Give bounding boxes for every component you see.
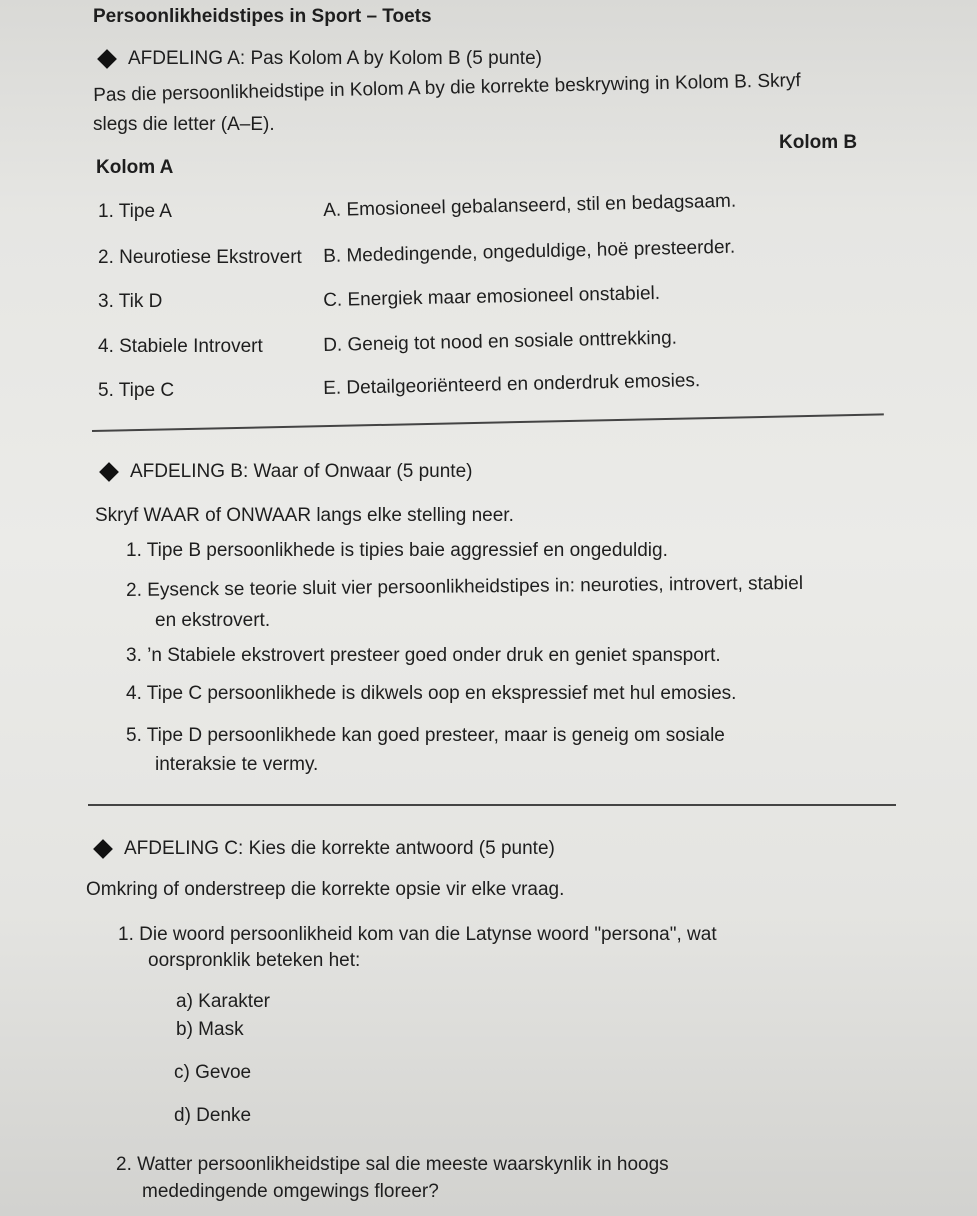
diamond-bullet-icon [97, 49, 117, 69]
column-a-item-2: 2. Neurotiese Ekstrovert [98, 247, 302, 268]
column-b-item-d: D. Geneig tot nood en sosiale onttrekking. [323, 327, 678, 356]
q1-option-c[interactable]: c) Gevoe [174, 1062, 252, 1083]
column-a-item-3: 3. Tik D [98, 291, 163, 312]
diamond-bullet-icon [99, 462, 119, 482]
statement-5-line-1: 5. Tipe D persoonlikhede kan goed presteer, maar is geneig om sosiale [126, 725, 725, 746]
column-a-item-5: 5. Tipe C [98, 380, 175, 401]
section-a-instruction-1: Pas die persoonlikheidstipe in Kolom A by die korrekte beskrywing in Kolom B. Skryf [93, 70, 801, 106]
statement-3: 3. ’n Stabiele ekstrovert presteer goed onder druk en geniet spansport. [126, 645, 721, 666]
section-c-instruction: Omkring of onderstreep die korrekte opsie vir elke vraag. [86, 879, 565, 900]
q1-option-d[interactable]: d) Denke [174, 1105, 252, 1126]
column-b-item-e: E. Detailgeoriënteerd en onderdruk emosies. [323, 370, 701, 399]
column-a-item-4: 4. Stabiele Introvert [98, 336, 263, 357]
question-1-line-1: 1. Die woord persoonlikheid kom van die Latynse woord "persona", wat [118, 924, 717, 945]
statement-5-line-2: interaksie te vermy. [155, 754, 319, 775]
column-a-item-1: 1. Tipe A [98, 201, 172, 222]
column-b-item-a: A. Emosioneel gebalanseerd, stil en bedagsaam. [323, 190, 737, 221]
section-b-instruction: Skryf WAAR of ONWAAR langs elke stelling neer. [95, 505, 514, 526]
statement-4: 4. Tipe C persoonlikhede is dikwels oop en ekspressief met hul emosies. [126, 683, 737, 704]
divider-b [88, 804, 896, 806]
section-a-instruction-2: slegs die letter (A–E). [93, 114, 275, 135]
statement-2-line-1: 2. Eysenck se teorie sluit vier persoonlikheidstipes in: neuroties, introvert, stabiel [126, 572, 804, 601]
diamond-bullet-icon [93, 839, 113, 859]
q1-option-b[interactable]: b) Mask [176, 1019, 244, 1040]
page-title: Persoonlikheidstipes in Sport – Toets [93, 6, 432, 27]
section-a-heading-text: AFDELING A: Pas Kolom A by Kolom B (5 punte) [128, 48, 542, 69]
section-b-heading [102, 461, 472, 483]
column-b-item-b: B. Mededingende, ongeduldige, hoë presteerder. [323, 236, 736, 267]
statement-1: 1. Tipe B persoonlikhede is tipies baie aggressief en ongeduldig. [126, 540, 668, 561]
divider-a [92, 413, 884, 432]
statement-2-line-2: en ekstrovert. [155, 610, 271, 631]
q1-option-a[interactable]: a) Karakter [176, 991, 270, 1012]
section-b-heading-text: AFDELING B: Waar of Onwaar (5 punte) [130, 461, 473, 482]
question-1-line-2: oorspronklik beteken het: [148, 950, 361, 971]
column-a-label: Kolom A [96, 157, 174, 178]
column-b-label: Kolom B [779, 132, 858, 153]
column-b-item-c: C. Energiek maar emosioneel onstabiel. [323, 282, 661, 311]
question-2-line-2: mededingende omgewings floreer? [142, 1181, 439, 1202]
question-2-line-1: 2. Watter persoonlikheidstipe sal die meeste waarskynlik in hoogs [116, 1154, 669, 1175]
section-c-heading [96, 838, 555, 860]
section-c-heading-text: AFDELING C: Kies die korrekte antwoord (5 punte) [124, 838, 555, 859]
section-a-heading [100, 48, 542, 70]
